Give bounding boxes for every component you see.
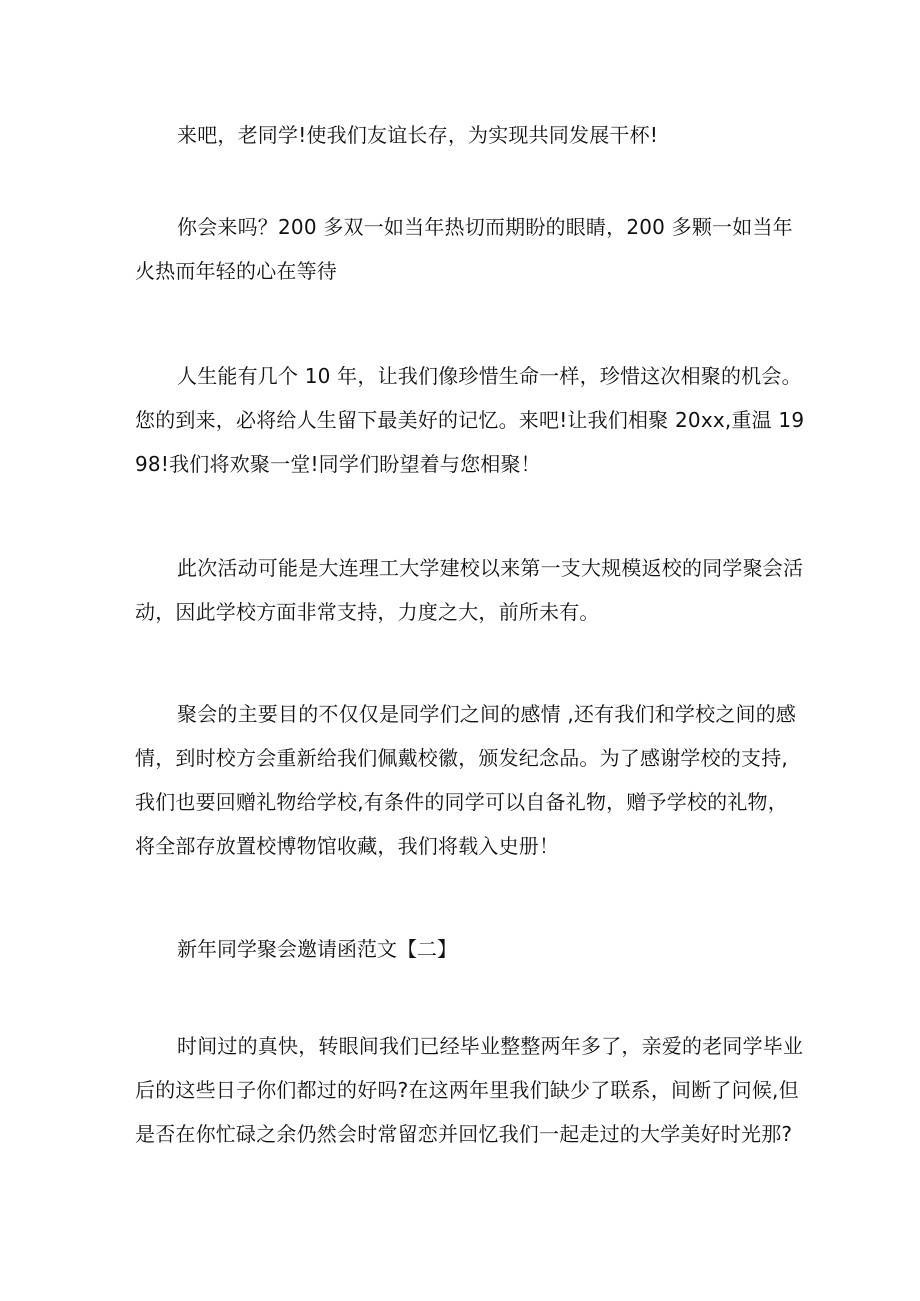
paragraph-toast: 来吧，老同学!使我们友谊长存，为实现共同发展干杯! bbox=[177, 123, 659, 147]
paragraph-purpose: 聚会的主要目的不仅仅是同学们之间的感情 ,还有我们和学校之间的感情，到时校方会重新给我们佩戴校徽，颁发纪念品。为了感谢学校的支持,我们也要回赠礼物给学校,有条件的同学可以自备礼物，赠予学校的礼物，将全部存放置校博物馆收藏，我们将载入史册！ bbox=[135, 702, 797, 858]
paragraph-ten-years: 人生能有几个 10 年，让我们像珍惜生命一样，珍惜这次相聚的机会。您的到来，必将给人生留下最美好的记忆。来吧!让我们相聚 20xx,重温 1998!我们将欢聚一堂!同学们盼望着与您相聚！ bbox=[135, 364, 805, 476]
paragraph-will-you-come: 你会来吗？200 多双一如当年热切而期盼的眼睛，200 多颗一如当年火热而年轻的心在等待 bbox=[135, 215, 793, 283]
paragraph-activity: 此次活动可能是大连理工大学建校以来第一支大规模返校的同学聚会活动，因此学校方面非常支持，力度之大，前所未有。 bbox=[135, 556, 804, 624]
section-heading: 新年同学聚会邀请函范文【二】 bbox=[177, 937, 457, 961]
paragraph-time-flies: 时间过的真快，转眼间我们已经毕业整整两年多了，亲爱的老同学毕业后的这些日子你们都过的好吗?在这两年里我们缺少了联系，间断了问候,但是否在你忙碌之余仍然会时常留恋并回忆我们一起走过的大学美好时光那? bbox=[135, 1034, 804, 1146]
